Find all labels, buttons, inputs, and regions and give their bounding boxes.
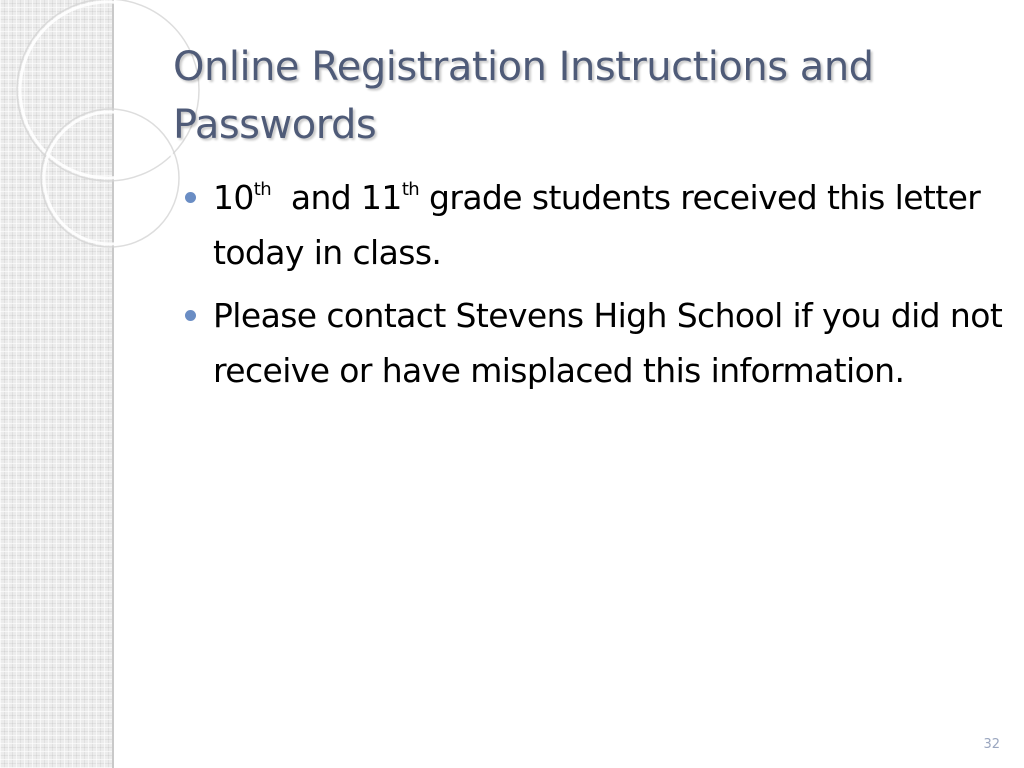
slide-number: 32 bbox=[983, 737, 1000, 752]
bullet-item-1 bbox=[185, 170, 1005, 280]
bullet-item-2 bbox=[185, 288, 1005, 398]
bullet-1-superscript-2: th bbox=[401, 179, 420, 200]
bullet-1-superscript-1: th bbox=[253, 179, 272, 200]
bullet-1-text-part1: 10 bbox=[213, 178, 254, 217]
bullet-icon bbox=[185, 192, 196, 203]
decorative-circles bbox=[0, 0, 200, 260]
bullet-icon bbox=[185, 310, 196, 321]
bullet-2-text: Please contact Stevens High School if you did not receive or have misplaced this information. bbox=[213, 296, 1003, 390]
bullet-list bbox=[185, 170, 1005, 406]
bullet-1-text-part3: grade students received this letter today in class. bbox=[213, 178, 981, 272]
bullet-1-text-part2: and 11 bbox=[271, 178, 402, 217]
slide-title: Online Registration Instructions and Passwords bbox=[173, 44, 874, 148]
